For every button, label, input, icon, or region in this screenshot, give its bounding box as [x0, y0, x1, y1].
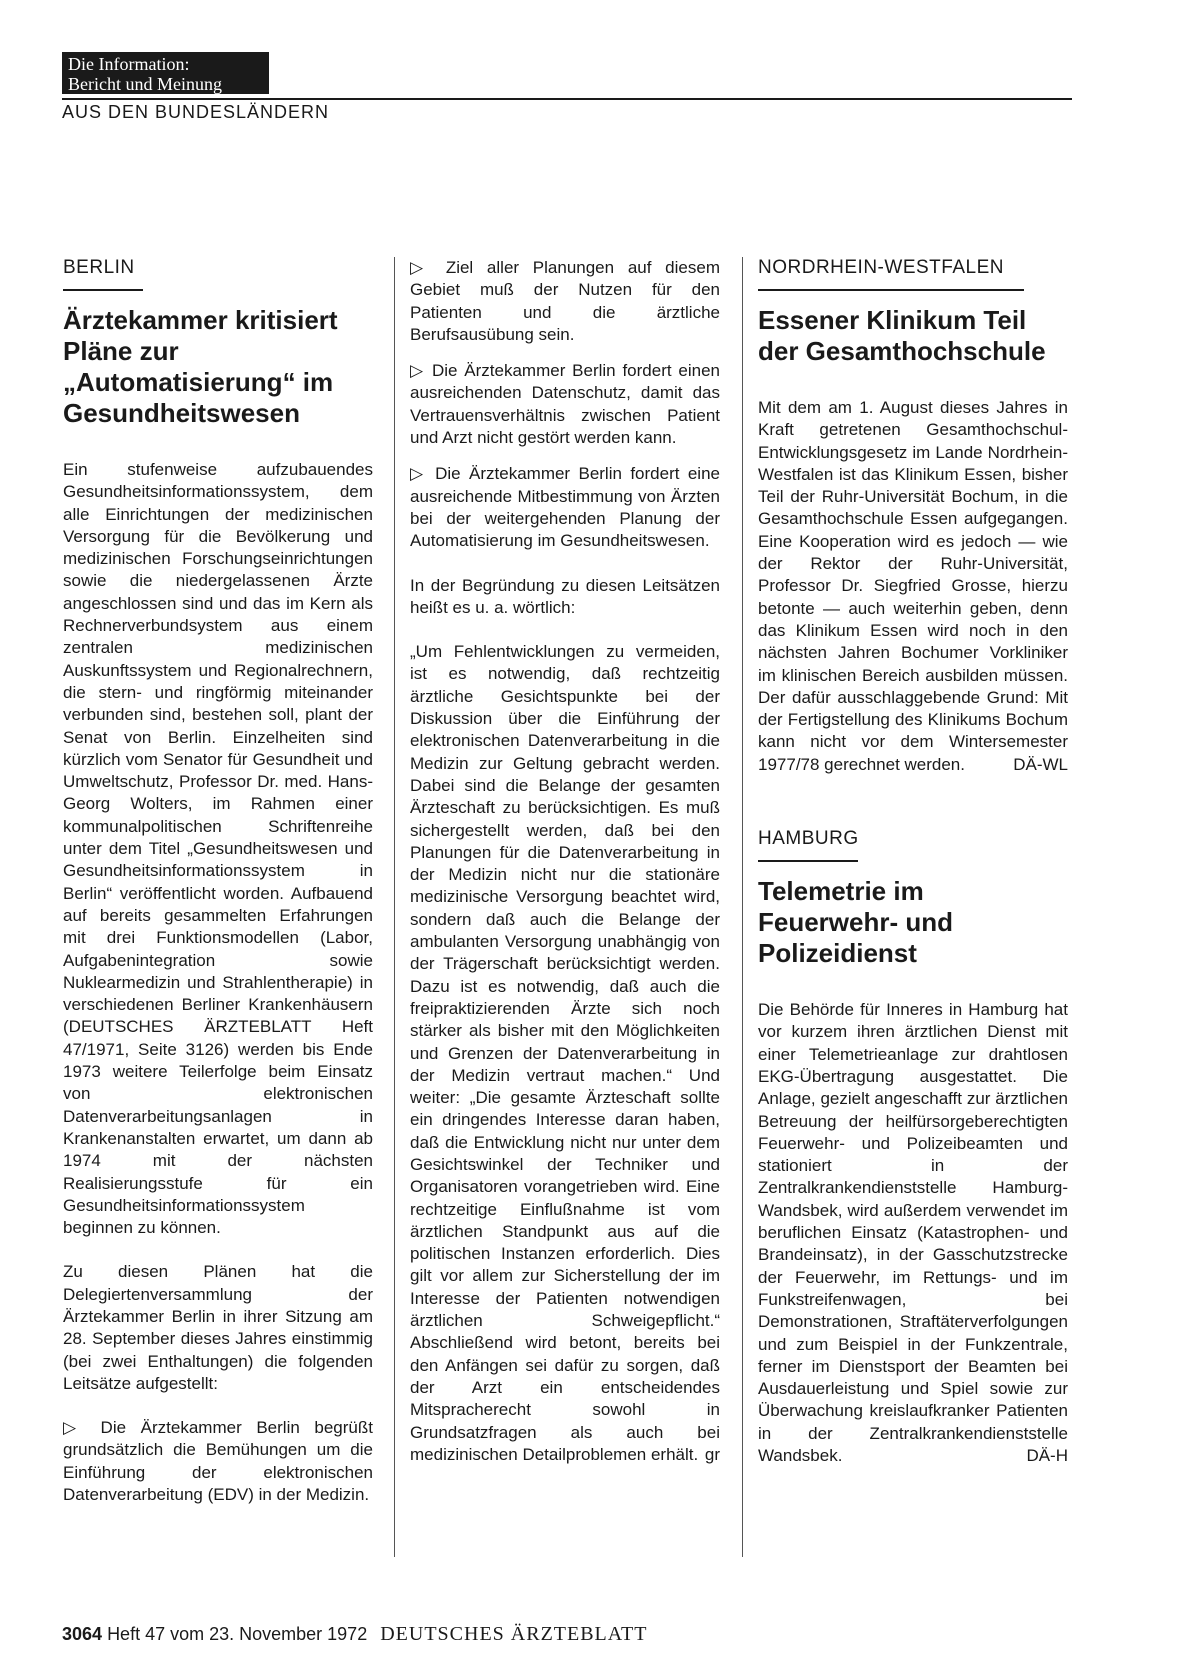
paragraph: Zu diesen Plänen hat die Delegiertenversammlung der Ärztekammer Berlin in ihrer Sitzung am 28. September dieses Jahres einstimmig (bei zwei Enthaltungen) die folgenden Leitsätze aufgestellt:	[63, 1262, 373, 1393]
paragraph	[410, 641, 720, 1466]
page-number: 3064	[62, 1624, 103, 1644]
author-signature: gr	[704, 1444, 720, 1464]
issue-info: Heft 47 vom 23. November 1972	[107, 1624, 368, 1644]
quote-text: „Um Fehlentwicklungen zu vermeiden, ist es notwendig, daß rechtzeitig ärztliche Gesichtspunkte bei der Diskussion über die Einführung der elektronischen Datenverarbeitung in die Medizin zur Geltung gebracht werden. Dabei sind die Belange der gesamten Ärzteschaft zu berücksichtigen. Es muß sichergestellt werden, daß bei den Planungen für die Datenverarbeitung in der Medizin nicht nur die stationäre medizinische Versorgung beachtet wird, sondern daß auch die Belange der ambulanten Versorgung unabhängig von der Trägerschaft berücksichtigt werden. Dazu ist es notwendig, daß auch die freipraktizierenden Ärzte sich noch stärker als bisher mit den Möglichkeiten und Grenzen der Datenverarbeitung in der Medizin vertraut machen.“ Und weiter: „Die gesamte Ärzteschaft sollte ein dringendes Interesse daran haben, daß die Entwicklung nicht nur unter dem Gesichtswinkel der Techniker und Organisatoren vorangetrieben wird. Eine rechtzeitige Einflußnahme ist vom ärztlichen Standpunkt aus auf die politischen Instanzen erforderlich. Dies gilt vor allem zur Sicherstellung der im Interesse der Patienten notwendigen ärztlichen Schweigepflicht.“ Abschließend wird betont, bereits bei den Anfängen sei dafür zu sorgen, daß der Arzt ein entscheidendes Mitspracherecht sowohl in Grundsatzfragen als auch bei medizinischen Detailproblemen erhält.	[410, 642, 720, 1464]
header-rule	[62, 98, 1072, 100]
paragraph: In der Begründung zu diesen Leitsätzen heißt es u. a. wörtlich:	[410, 575, 720, 617]
article-berlin-continued	[410, 257, 720, 1488]
region-underline	[758, 289, 1024, 291]
headline-berlin: Ärztekammer kritisiert Pläne zur „Automatisierung“ im Gesundheitswesen	[63, 305, 338, 428]
body-text: Die Behörde für Inneres in Hamburg hat vor kurzem ihren ärztlichen Dienst mit einer Telemetrieanlage zur drahtlosen EKG-Übertragung ausgestattet. Die Anlage, gezielt angeschafft zur ärztlichen Betreuung der heilfürsorgeberechtigten Feuerwehr- und Polizeibeamten und stationiert in der Zentralkrankendienststelle Hamburg-Wandsbek, wird außerdem verwendet im beruflichen Einsatz (Katastrophen- und Brandeinsatz), in der Gasschutzstrecke der Feuerwehr, im Rettungs- und im Funkstreifenwagen, bei Demonstrationen, Straftäterverfolgungen und zum Beispiel in der Funkzentrale, ferner im Dienstsport der Beamten bei Ausdauerleistung und Spiel sowie zur Überwachung kreislaufkranker Patienten in der Zentralkrankendienststelle Wandsbek.	[758, 1000, 1068, 1465]
column-divider	[394, 257, 395, 1557]
paragraph	[758, 999, 1068, 1467]
paragraph: ▷ Ziel aller Planungen auf diesem Gebiet muß der Nutzen für den Patienten und die ärztliche Berufsausübung sein.	[410, 258, 720, 344]
masthead: DEUTSCHES ÄRZTEBLATT	[380, 1623, 648, 1645]
section-title: AUS DEN BUNDESLÄNDERN	[62, 102, 330, 122]
paragraph: Ein stufenweise aufzubauendes Gesundheitsinformationssystem, dem alle Einrichtungen der medizinischen Versorgung für die Bevölkerung und medizinischen Forschungseinrichtungen sowie die niedergelassenen Ärzte angeschlossen sind und das im Kern als Rechnerverbundsystem aus einem zentralen medizinischen Auskunftssystem und Regionalrechnern, die stern- und ringförmig miteinander verbunden sind, bestehen soll, plant der Senat von Berlin. Einzelheiten sind kürzlich vom Senator für Gesundheit und Umweltschutz, Professor Dr. med. Hans-Georg Wolters, im Rahmen einer kommunalpolitischen Schriftenreihe unter dem Titel „Gesundheitswesen und Gesundheitsinformationssystem in Berlin“ veröffentlicht worden. Aufbauend auf bereits gesammelten Erfahrungen mit drei Funktionsmodellen (Labor, Aufgabenintegration sowie Nuklearmedizin und Strahlentherapie) in verschiedenen Berliner Krankenhäusern (DEUTSCHES ÄRZTEBLATT Heft 47/1971, Seite 3126) werden bis Ende 1973 weitere Teilerfolge beim Einsatz von elektronischen Datenverarbeitungsanlagen in Krankenanstalten erwartet, um dann ab 1974 mit der nächsten Realisierungsstufe für ein Gesundheitsinformationssystem beginnen zu können.	[63, 460, 373, 1238]
body-text: Mit dem am 1. August dieses Jahres in Kraft getretenen Gesamthochschul-Entwicklungsgesetz im Lande Nordrhein-Westfalen ist das Klinikum Essen, bisher Teil der Ruhr-Universität Bochum, in die Gesamthochschule Essen aufgegangen. Eine Kooperation wird es jedoch — wie der Rektor der Ruhr-Universität, Professor Dr. Siegfried Grosse, hierzu betonte — auch weiterhin geben, denn das Klinikum Essen wird noch in den nächsten Jahren Bochumer Vorkliniker im klinischen Bereich ausbilden müssen. Der dafür ausschlaggebende Grund: Mit der Fertigstellung des Klinikums Bochum kann nicht vor dem Wintersemester 1977/78 gerechnet werden.	[758, 398, 1068, 774]
article-berlin	[63, 257, 373, 1528]
paragraph: ▷ Die Ärztekammer Berlin fordert eine ausreichende Mitbestimmung von Ärzten bei der weitergehenden Planung der Automatisierung im Gesundheitswesen.	[410, 464, 720, 551]
headline-essen: Essener Klinikum Teil der Gesamthochschule	[758, 305, 1046, 366]
region-label-berlin: BERLIN	[63, 257, 135, 278]
region-label-nrw: NORDRHEIN-WESTFALEN	[758, 257, 1004, 278]
section-label-line1: Die Information:	[68, 54, 190, 74]
column-divider	[742, 257, 743, 1557]
region-label-hamburg: HAMBURG	[758, 828, 859, 850]
section-label-line2: Bericht und Meinung	[68, 74, 222, 94]
article-nrw-hamburg	[758, 257, 1068, 1489]
region-underline	[758, 860, 858, 862]
paragraph: ▷ Die Ärztekammer Berlin fordert einen ausreichenden Datenschutz, damit das Vertrauensverhältnis zwischen Patient und Arzt nicht gestört werden kann.	[410, 361, 720, 448]
page-footer	[62, 1623, 647, 1646]
paragraph: ▷ Die Ärztekammer Berlin begrüßt grundsätzlich die Bemühungen um die Einführung der elektronischen Datenverarbeitung (EDV) in der Medizin.	[63, 1418, 373, 1505]
section-label-box	[62, 52, 269, 94]
region-underline	[63, 289, 143, 291]
paragraph	[758, 397, 1068, 776]
author-signature: DÄ-H	[1026, 1445, 1068, 1465]
author-signature: DÄ-WL	[1013, 754, 1068, 774]
headline-hamburg: Telemetrie im Feuerwehr- und Polizeidienst	[758, 876, 954, 969]
